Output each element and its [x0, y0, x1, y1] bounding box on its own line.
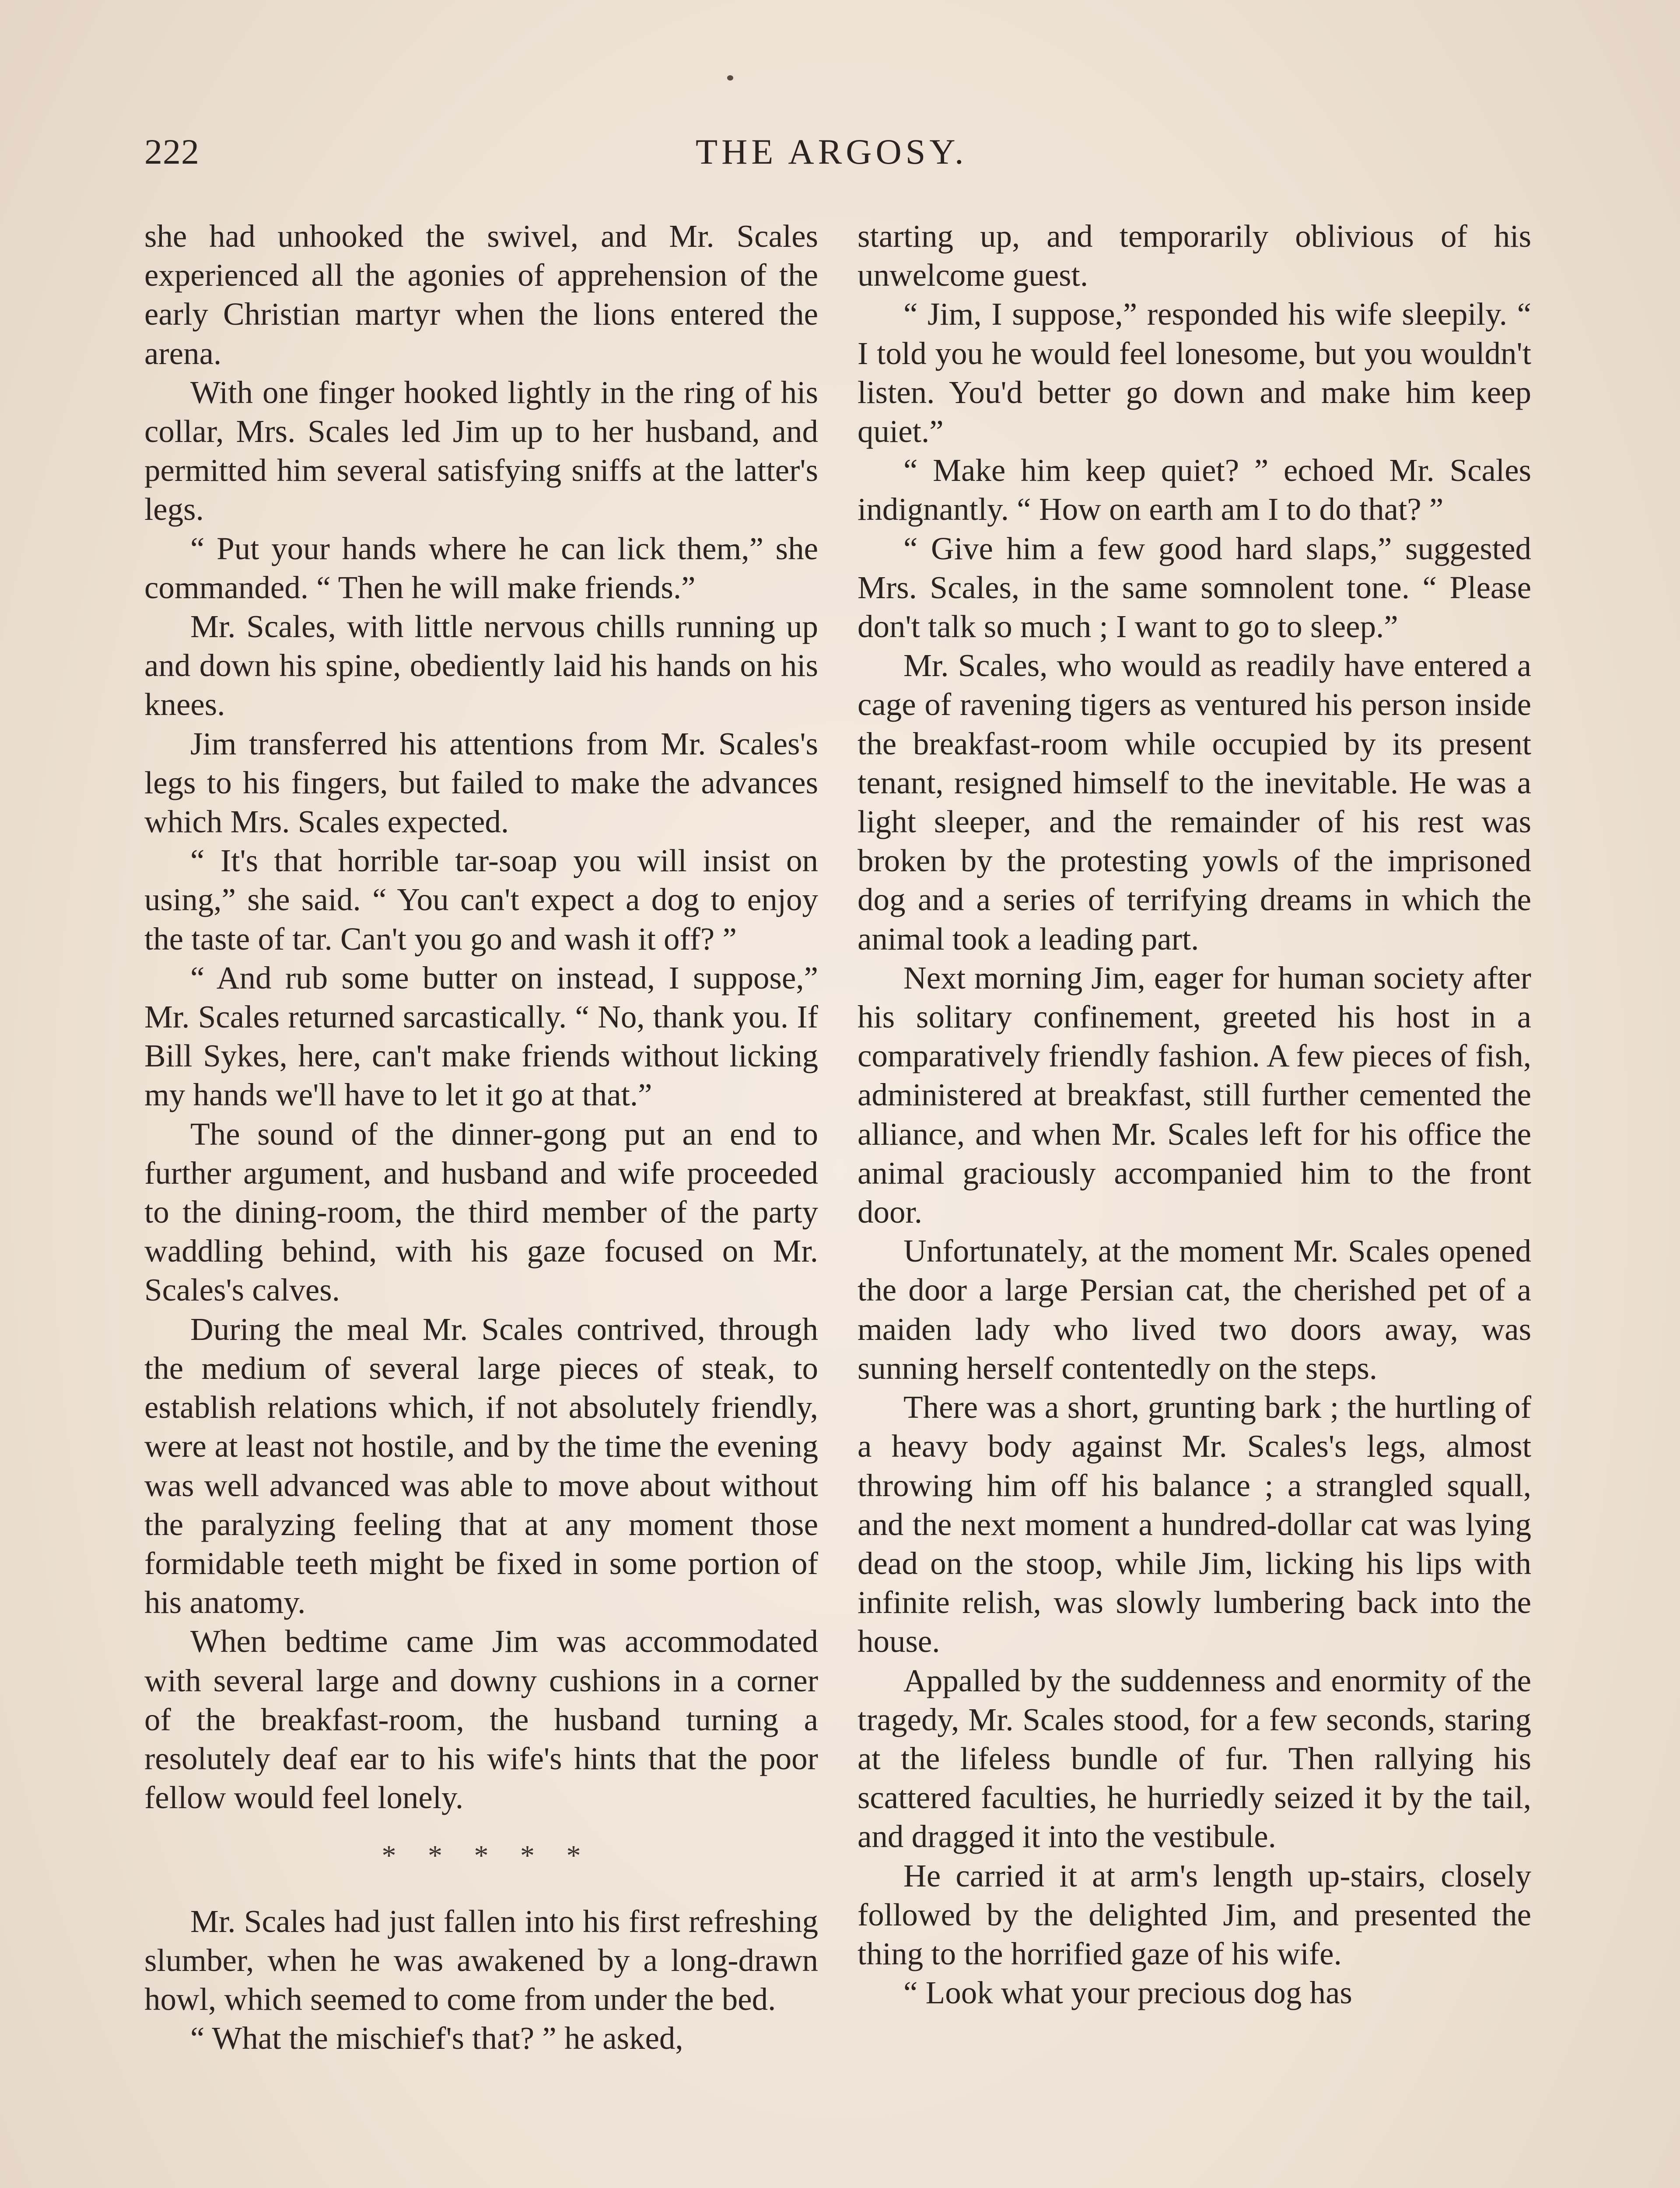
paragraph: There was a short, grunting bark ; the hurtling of a heavy body against Mr. Scales's legs, almost throwing him off his balance ; a strangled squall, and the next moment a hundred-dollar cat was lying dead on the stoop, while Jim, licking his lips with infinite relish, was slowly lumbering back into the house. — [858, 1389, 1531, 1659]
paragraph: He carried it at arm's length up-stairs, closely followed by the delighted Jim, and presented the thing to the horrified gaze of his wife. — [858, 1858, 1531, 1971]
ink-speck — [727, 75, 733, 81]
paragraph: “ What the mischief's that? ” he asked, — [190, 2020, 683, 2056]
paragraph: “ And rub some butter on instead, I suppose,” Mr. Scales returned sarcastically. “ No, thank you. If Bill Sykes, here, can't make friends without licking my hands we'll have to let it go at that.” — [144, 960, 818, 1113]
paragraph: “ Make him keep quiet? ” echoed Mr. Scales indignantly. “ How on earth am I to do that? ” — [858, 452, 1531, 527]
section-separator: * * * * * — [382, 1840, 581, 1872]
page-number: 222 — [144, 132, 200, 172]
paragraph: Appalled by the suddenness and enormity of the tragedy, Mr. Scales stood, for a few seconds, staring at the lifeless bundle of fur. Then rallying his scattered faculties, he hurriedly seized it by the tail, and dragged it into the vestibule. — [858, 1662, 1531, 1855]
paragraph: she had unhooked the swivel, and Mr. Scales experienced all the agonies of apprehension of the early Christian martyr when the lions entered the arena. — [144, 218, 818, 371]
paragraph: Jim transferred his attentions from Mr. Scales's legs to his fingers, but failed to make the advances which Mrs. Scales expected. — [144, 726, 818, 840]
page-header — [144, 131, 1536, 184]
paragraph: “ It's that horrible tar-soap you will insist on using,” she said. “ You can't expect a dog to enjoy the taste of tar. Can't you go and wash it off? ” — [144, 843, 818, 957]
right-column — [858, 217, 1531, 2012]
paragraph: When bedtime came Jim was accommodated with several large and downy cushions in a corner of the breakfast-room, the husband turning a resolutely deaf ear to his wife's hints that the poor fellow would feel lonely. — [144, 1623, 818, 1816]
paragraph: During the meal Mr. Scales contrived, through the medium of several large pieces of steak, to establish relations which, if not absolutely friendly, were at least not hostile, and by the time the evening was well advanced was able to move about without the paralyzing feeling that at any moment those formidable teeth might be fixed in some portion of his anatomy. — [144, 1311, 818, 1620]
paragraph: “ Give him a few good hard slaps,” suggested Mrs. Scales, in the same somnolent tone. “ Please don't talk so much ; I want to go to sleep.” — [858, 530, 1531, 645]
paragraph: starting up, and temporarily oblivious of his unwelcome guest. — [858, 218, 1531, 293]
paragraph: “ Look what your precious dog has — [903, 1975, 1352, 2011]
running-title: THE ARGOSY. — [696, 132, 968, 172]
paragraph: “ Put your hands where he can lick them,” she commanded. “ Then he will make friends.” — [144, 530, 818, 605]
paragraph: With one finger hooked lightly in the ring of his collar, Mrs. Scales led Jim up to her husband, and permitted him several satisfying sniffs at the latter's legs. — [144, 374, 818, 527]
paragraph: Next morning Jim, eager for human society after his solitary confinement, greeted his host in a comparatively friendly fashion. A few pieces of fish, administered at breakfast, still further cemented the alliance, and when Mr. Scales left for his office the animal graciously accompanied him to the front door. — [858, 960, 1531, 1230]
paragraph: Unfortunately, at the moment Mr. Scales opened the door a large Persian cat, the cherished pet of a maiden lady who lived two doors away, was sunning herself contentedly on the steps. — [858, 1233, 1531, 1386]
paragraph: Mr. Scales, with little nervous chills running up and down his spine, obediently laid his hands on his knees. — [144, 609, 818, 722]
paragraph: Mr. Scales, who would as readily have entered a cage of ravening tigers as ventured his person inside the breakfast-room while occupied by its present tenant, resigned himself to the inevitable. He was a light sleeper, and the remainder of his rest was broken by the protesting yowls of the imprisoned dog and a series of terrifying dreams in which the animal took a leading part. — [858, 648, 1531, 957]
paragraph: The sound of the dinner-gong put an end to further argument, and husband and wife proceeded to the dining-room, the third member of the party waddling behind, with his gaze focused on Mr. Scales's calves. — [144, 1116, 818, 1308]
paragraph: “ Jim, I suppose,” responded his wife sleepily. “ I told you he would feel lonesome, but you wouldn't listen. You'd better go down and make him keep quiet.” — [858, 296, 1531, 449]
paragraph: Mr. Scales had just fallen into his first refreshing slumber, when he was awakened by a long-drawn howl, which seemed to come from under the bed. — [144, 1903, 818, 2017]
left-column — [144, 217, 818, 2058]
